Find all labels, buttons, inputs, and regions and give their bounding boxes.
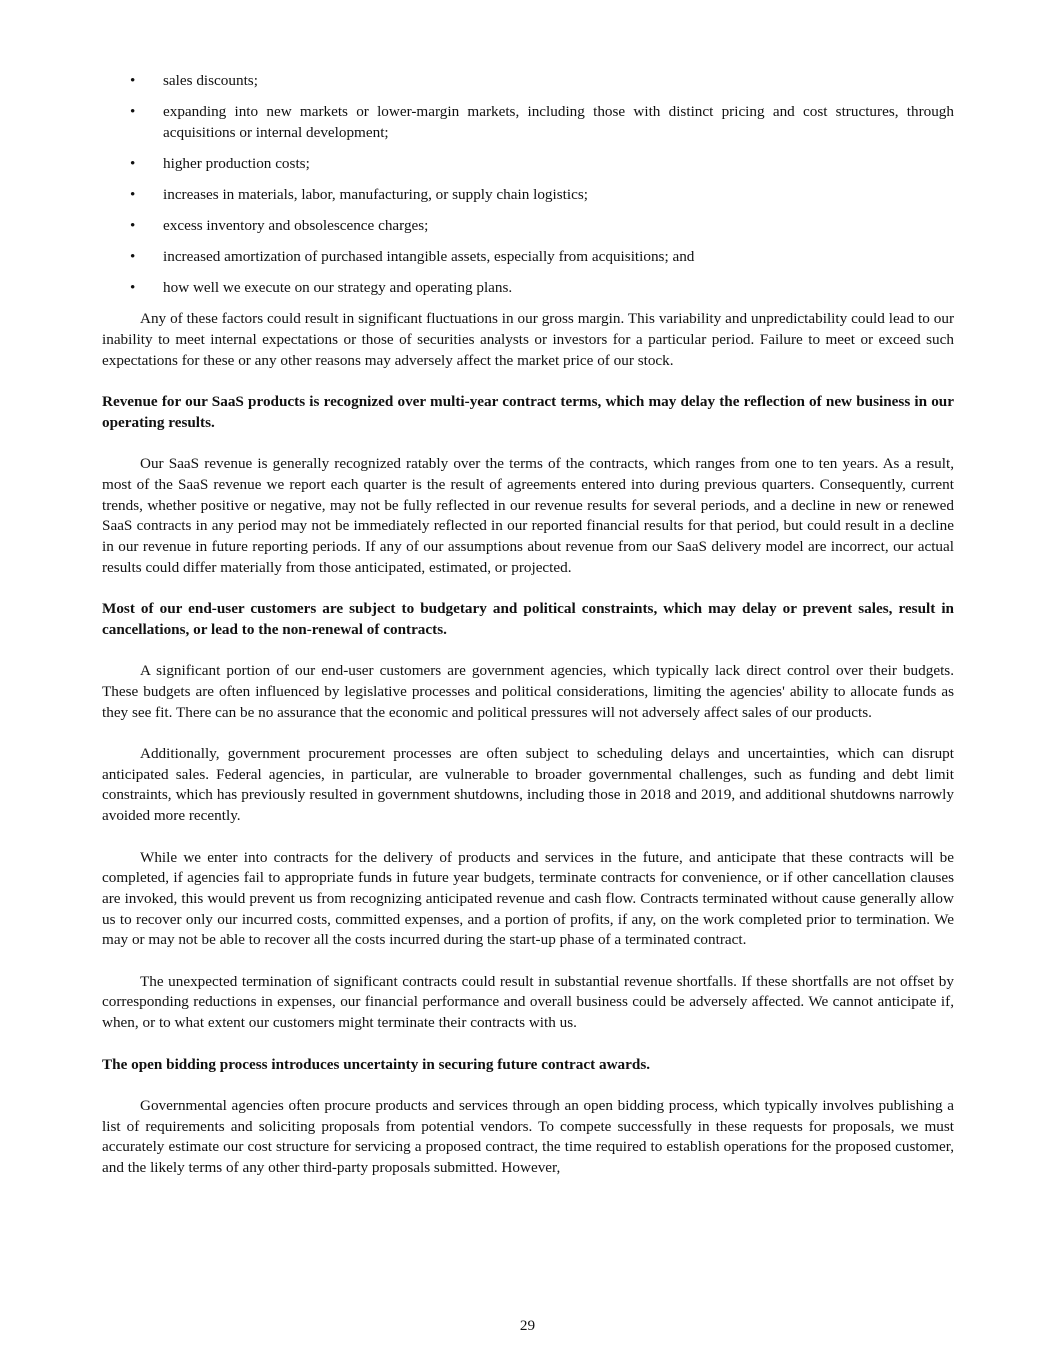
bullet-icon: • [130,248,136,266]
saas-risk-paragraph: Our SaaS revenue is generally recognized ratably over the terms of the contracts, which ranges from one to ten years. As a result, most of the SaaS revenue we report each quarter is the result of agreements entered into during previous quarters. Consequently, current trends, whether positive or negative, may not be fully reflected in our revenue results for several periods, and a decline in new or renewed SaaS contracts in any period may not be immediately reflected in our reported financial results for that period, but could result in a decline in our revenue in future reporting periods. If any of our assumptions about revenue from our SaaS delivery model are incorrect, our actual results could differ materially from those anticipated, estimated, or projected. [102,455,954,576]
list-item: • sales discounts; [102,71,954,92]
gross-margin-paragraph: Any of these factors could result in significant fluctuations in our gross margin. This variability and unpredictability could lead to our inability to meet internal expectations or those of securities analysts or investors for a particular period. Failure to meet or exceed such expectations for these or any other reasons may adversely affect the market price of our stock. [102,310,954,369]
gross-margin-factors-list [102,71,954,299]
list-item: • increased amortization of purchased intangible assets, especially from acquisitions; and [102,247,954,268]
list-item: • higher production costs; [102,154,954,175]
list-item: • increases in materials, labor, manufacturing, or supply chain logistics; [102,185,954,206]
document-page [102,71,954,1179]
list-item: • expanding into new markets or lower-margin markets, including those with distinct pricing and cost structures, through acquisitions or internal development; [130,103,954,141]
budget-paragraph-3: While we enter into contracts for the delivery of products and services in the future, and anticipate that these contracts will be completed, if agencies fail to appropriate funds in future year budgets, terminate contracts for convenience, or if other cancellation clauses are invoked, this would prevent us from recognizing anticipated revenue and cash flow. Contracts terminated without cause generally allow us to recover only our incurred costs, committed expenses, and a portion of profits, if any, on the work completed prior to termination. We may or may not be able to recover all the costs incurred during the start-up phase of a terminated contract. [102,848,954,949]
budget-paragraph-1: A significant portion of our end-user customers are government agencies, which typically lack direct control over their budgets. These budgets are often influenced by legislative processes and political considerations, limiting the agencies' ability to allocate funds as they see fit. There can be no assurance that the economic and political pressures will not adversely affect sales of our products. [102,662,954,721]
budget-risk-heading: Most of our end-user customers are subject to budgetary and political constraints, which may delay or prevent sales, result in cancellations, or lead to the non-renewal of contracts. [102,600,954,638]
bullet-icon: • [130,154,136,172]
list-item: • how well we execute on our strategy and operating plans. [102,278,954,299]
bullet-icon: • [130,72,136,89]
saas-risk-heading: Revenue for our SaaS products is recognized over multi-year contract terms, which may delay the reflection of new business in our operating results. [102,393,954,431]
bullet-icon: • [130,103,136,121]
page-number: 29 [519,1317,536,1334]
budget-paragraph-2: Additionally, government procurement processes are often subject to scheduling delays and uncertainties, which can disrupt anticipated sales. Federal agencies, in particular, are vulnerable to broader governmental challenges, such as funding and debt limit constraints, which has previously resulted in government shutdowns, including those in 2018 and 2019, and additional shutdowns narrowly avoided more recently. [102,745,954,825]
bidding-paragraph: Governmental agencies often procure products and services through an open bidding process, which typically involves publishing a list of requirements and soliciting proposals from potential vendors. To compete successfully in these requests for proposals, we must accurately estimate our cost structure for servicing a proposed contract, the time required to establish operations for the proposed customer, and the likely terms of any other third-party proposals submitted. However, [102,1096,954,1177]
list-item: • excess inventory and obsolescence charges; [102,216,954,237]
budget-paragraph-4: The unexpected termination of significant contracts could result in substantial revenue shortfalls. If these shortfalls are not offset by corresponding reductions in expenses, our financial performance and overall business could be adversely affected. We cannot anticipate if, when, or to what extent our customers might terminate their contracts with us. [102,972,954,1032]
bullet-icon: • [130,217,136,235]
bidding-risk-heading: The open bidding process introduces uncertainty in securing future contract awards. [102,1055,651,1073]
bullet-icon: • [130,185,136,203]
bullet-icon: • [130,279,136,297]
